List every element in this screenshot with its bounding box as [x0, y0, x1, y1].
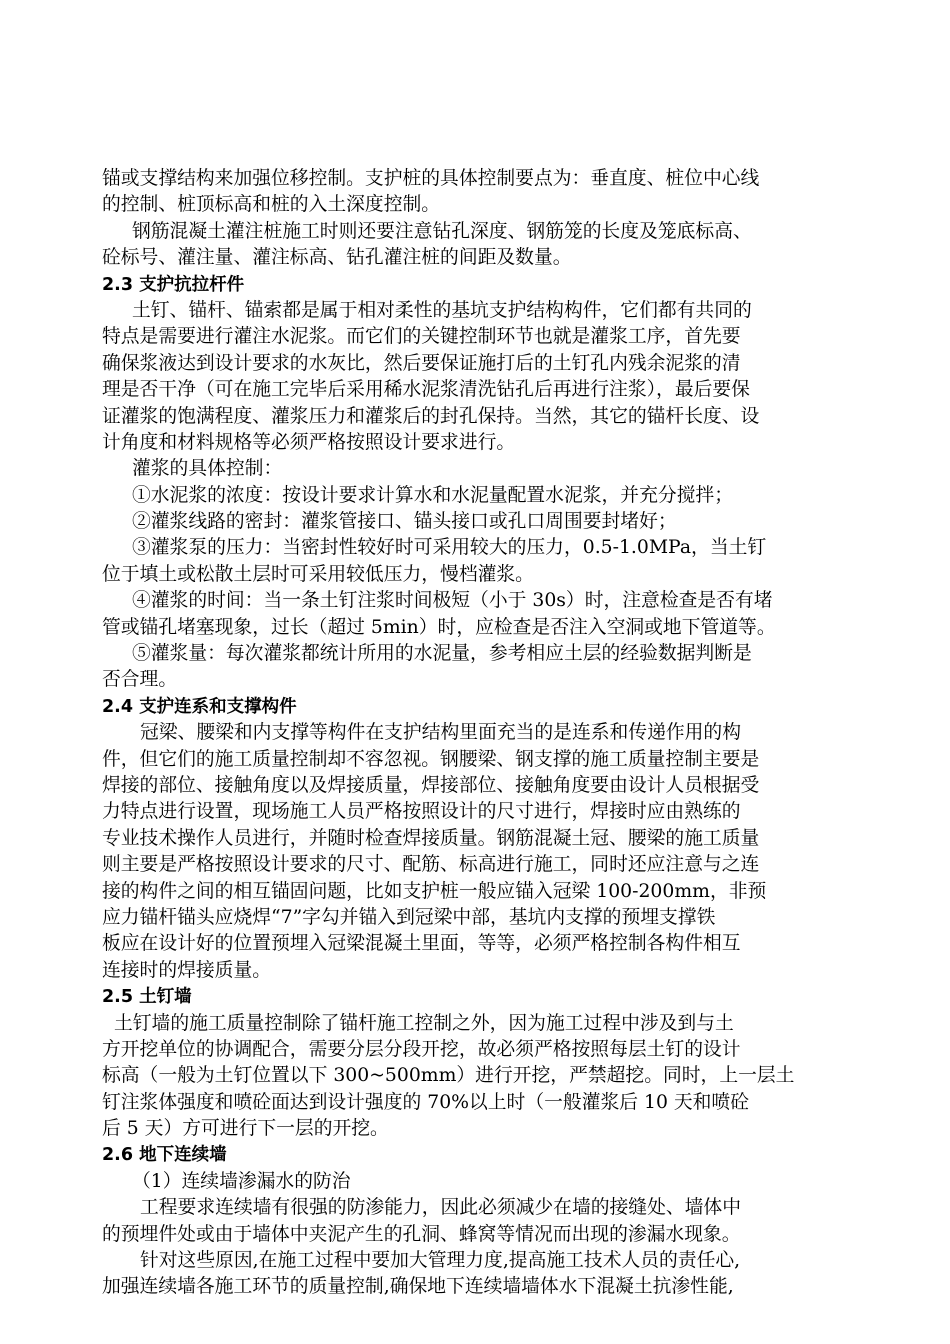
section-heading: 2.4 支护连系和支撑构件 [102, 696, 297, 717]
text-line: 板应在设计好的位置预埋入冠梁混凝土里面，等等，必须严格控制各构件相互 [102, 933, 741, 955]
text-line: 标高（一般为土钉位置以下 300~500mm）进行开挖，严禁超挖。同时，上一层土 [102, 1065, 795, 1087]
text-line: 连接时的焊接质量。 [102, 959, 272, 981]
text-line: 管或锚孔堵塞现象，过长（超过 5min）时，应检查是否注入空洞或地下管道等。 [102, 616, 776, 638]
text-line: 钢筋混凝土灌注桩施工时则还要注意钻孔深度、钢筋笼的长度及笼底标高、 [132, 220, 752, 242]
text-line: 接的构件之间的相互锚固问题，比如支护桩一般应锚入冠梁 100-200mm，非预 [102, 880, 767, 902]
subsection-heading: （1）连续墙渗漏水的防治 [132, 1170, 351, 1192]
section-heading: 2.6 地下连续墙 [102, 1145, 227, 1166]
document-body [102, 166, 862, 1301]
text-line: 灌浆的具体控制： [132, 458, 283, 480]
text-line: 确保浆液达到设计要求的水灰比，然后要保证施打后的土钉孔内残余泥浆的清 [102, 352, 741, 374]
text-line: 位于填土或松散土层时可采用较低压力，慢档灌浆。 [102, 563, 534, 585]
text-line: 计角度和材料规格等必须严格按照设计要求进行。 [102, 431, 516, 453]
text-line: 加强连续墙各施工环节的质量控制,确保地下连续墙墙体水下混凝土抗渗性能, [102, 1276, 734, 1298]
text-line: 力特点进行设置，现场施工人员严格按照设计的尺寸进行，焊接时应由熟练的 [102, 801, 741, 823]
text-line: 方开挖单位的协调配合，需要分层分段开挖，故必须严格按照每层土钉的设计 [102, 1038, 741, 1060]
text-line: 钉注浆体强度和喷砼面达到设计强度的 70%以上时（一般灌浆后 10 天和喷砼 [102, 1091, 749, 1113]
section-heading: 2.3 支护抗拉杆件 [102, 274, 245, 295]
text-line: 的预埋件处或由于墙体中夹泥产生的孔洞、蜂窝等情况而出现的渗漏水现象。 [102, 1223, 741, 1245]
text-line: 特点是需要进行灌注水泥浆。而它们的关键控制环节也就是灌浆工序，首先要 [102, 326, 741, 348]
list-item: ②灌浆线路的密封：灌浆管接口、锚头接口或孔口周围要封堵好； [132, 511, 677, 533]
text-line: 应力锚杆锚头应烧焊“7”字勾并锚入到冠梁中部，基坑内支撑的预埋支撑铁 [102, 906, 716, 928]
text-line: 锚或支撑结构来加强位移控制。支护桩的具体控制要点为：垂直度、桩位中心线 [102, 168, 760, 189]
text-line: 工程要求连续墙有很强的防渗能力，因此必须减少在墙的接缝处、墙体中 [140, 1197, 741, 1219]
text-line: 土钉墙的施工质量控制除了锚杆施工控制之外，因为施工过程中涉及到与土 [114, 1012, 734, 1034]
text-line: 则主要是严格按照设计要求的尺寸、配筋、标高进行施工，同时还应注意与之连 [102, 854, 760, 876]
text-line: 针对这些原因,在施工过程中要加大管理力度,提高施工技术人员的责任心, [140, 1250, 741, 1272]
text-line: 理是否干净（可在施工完毕后采用稀水泥浆清洗钻孔后再进行注浆），最后要保 [102, 379, 750, 401]
text-line: 砼标号、灌注量、灌注标高、钻孔灌注桩的间距及数量。 [102, 247, 572, 269]
list-item: ①水泥浆的浓度：按设计要求计算水和水泥量配置水泥浆，并充分搅拌； [132, 484, 733, 506]
list-item: ③灌浆泵的压力：当密封性较好时可采用较大的压力，0.5-1.0MPa，当土钉 [132, 537, 767, 559]
text-line: 专业技术操作人员进行，并随时检查焊接质量。钢筋混凝土冠、腰梁的施工质量 [102, 827, 760, 849]
list-item: ⑤灌浆量：每次灌浆都统计所用的水泥量，参考相应土层的经验数据判断是 [132, 643, 752, 665]
text-line: 证灌浆的饱满程度、灌浆压力和灌浆后的封孔保持。当然，其它的锚杆长度、设 [102, 405, 760, 427]
section-heading: 2.5 土钉墙 [102, 987, 192, 1008]
text-line: 冠梁、腰梁和内支撑等构件在支护结构里面充当的是连系和传递作用的构 [140, 722, 741, 744]
text-line: 焊接的部位、接触角度以及焊接质量，焊接部位、接触角度要由设计人员根据受 [102, 774, 760, 796]
text-line: 件，但它们的施工质量控制却不容忽视。钢腰梁、钢支撑的施工质量控制主要是 [102, 748, 760, 770]
text-line: 土钉、锚杆、锚索都是属于相对柔性的基坑支护结构构件，它们都有共同的 [132, 299, 752, 321]
text-line: 后 5 天）方可进行下一层的开挖。 [102, 1118, 389, 1140]
list-item: ④灌浆的时间：当一条土钉注浆时间极短（小于 30s）时，注意检查是否有堵 [132, 590, 773, 612]
text-line: 的控制、桩顶标高和桩的入土深度控制。 [102, 194, 441, 216]
text-line: 否合理。 [102, 669, 178, 691]
